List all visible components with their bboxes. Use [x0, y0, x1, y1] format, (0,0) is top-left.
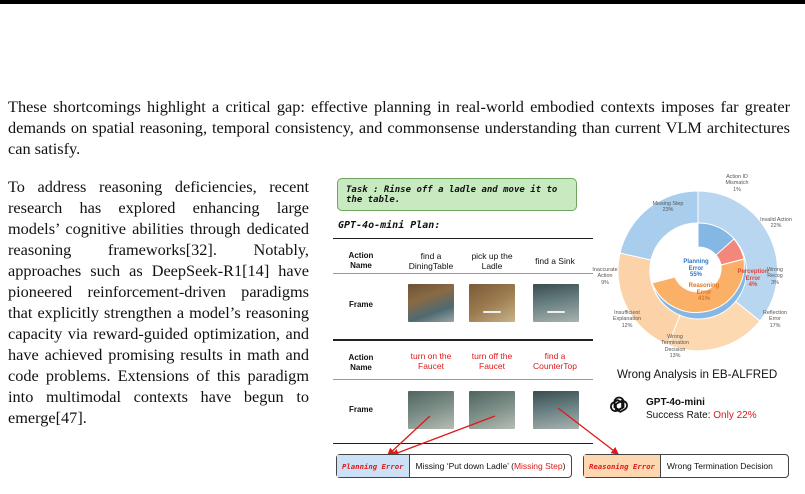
action-cell: turn off the Faucet: [471, 351, 513, 371]
donut-inner-label: Planning Error 55%: [683, 259, 709, 278]
planning-error-box: [336, 454, 572, 478]
donut-outer-label: Invalid Action 22%: [760, 217, 792, 230]
donut-outer-label: Inaccurate Action 9%: [592, 267, 618, 286]
donut-outer-label: Reflection Error 17%: [763, 310, 787, 329]
error-tag: Planning Error: [337, 455, 410, 477]
top-rule: [0, 0, 805, 4]
figure-caption: Wrong Analysis in EB-ALFRED: [617, 368, 778, 381]
action-cell: turn on the Faucet: [410, 351, 452, 371]
donut-inner-label: Perception Error 4%: [737, 269, 769, 288]
action-cell: pick up the Ladle: [471, 251, 513, 271]
success-rate: Success Rate: Only 22%: [646, 410, 757, 421]
frame-header: Frame: [348, 405, 373, 414]
action-cell: find a Sink: [535, 256, 575, 266]
action-name-header: Action Name: [348, 251, 374, 270]
action-name-header: Action Name: [348, 353, 374, 372]
error-text: Wrong Termination Decision: [666, 461, 773, 471]
task-box: Task : Rinse off a ladle and move it to the table.: [337, 178, 577, 211]
error-tag: Reasoning Error: [584, 455, 661, 477]
donut-inner-label: Reasoning Error 41%: [688, 283, 720, 302]
action-cell: find a DiningTable: [408, 251, 454, 271]
action-cell: find a CounterTop: [533, 351, 577, 371]
reasoning-error-box: [583, 454, 789, 478]
donut-outer-label: Wrong Termination Decision 13%: [661, 334, 689, 359]
plan-title: GPT-4o-mini Plan:: [338, 220, 441, 231]
donut-outer-label: Missing Step 23%: [652, 201, 684, 214]
figure: [330, 172, 800, 494]
donut-outer-label: Action ID Mismatch 1%: [725, 174, 749, 193]
paragraph-2: To address reasoning deficiencies, recent research has explored enhancing large models’ cognitive abilities through dedicated reasoning frameworks[32]. Notably, approaches such as DeepSeek-R1[14] have pioneered reinforcement-driven paradigms that explicitly strengthen a model’s reasoning capacity via reward-guided optimization, and have achieved promising results in math and code problems. Extensions of this paradigm into multimodal contexts have begun to emerge[47].: [8, 177, 309, 427]
openai-logo-icon: [607, 394, 631, 418]
frame-header: Frame: [348, 300, 373, 309]
error-text: Missing ‘Put down Ladle’ (Missing Step): [415, 461, 566, 471]
paragraph-1: These shortcomings highlight a critical gap: effective planning in real-world embodied contexts imposes far greater demands on spatial reasoning, temporal consistency, and commonsense understanding than current VLM architectures can satisfy.: [8, 97, 790, 158]
donut-outer-label: Insufficient Explanation 12%: [612, 310, 642, 329]
model-name: GPT-4o-mini: [646, 397, 705, 408]
donut-outer-label: Wrong Recog 3%: [767, 267, 783, 286]
